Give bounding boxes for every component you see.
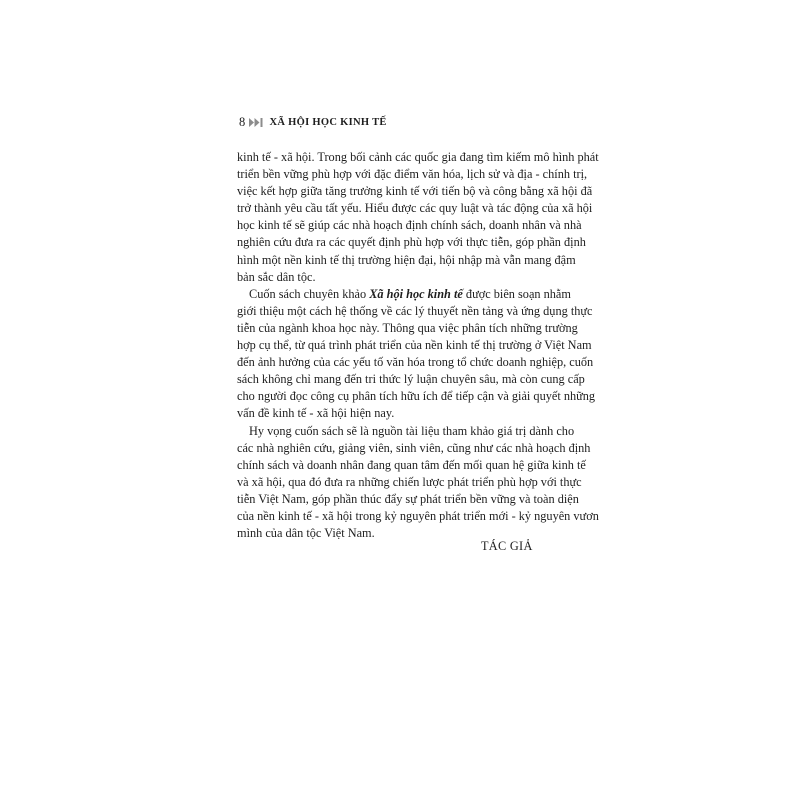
text-line: bản sắc dân tộc. — [237, 269, 316, 284]
text-line: tiễn của ngành khoa học này. Thông qua việc phân tích những trường — [237, 320, 578, 335]
text-line: của nền kinh tế - xã hội trong kỷ nguyên phát triển mới - kỷ nguyên vươn — [237, 508, 599, 523]
book-title-emphasis: Xã hội học kinh tế — [369, 286, 463, 301]
double-triangle-bar-icon — [249, 118, 263, 127]
body-text — [237, 149, 599, 542]
page-number: 8 — [239, 114, 246, 129]
text-line: hợp cụ thể, từ quá trình phát triển của nền kinh tế thị trường ở Việt Nam — [237, 338, 592, 353]
text-line: Hy vọng cuốn sách sẽ là nguồn tài liệu tham khảo giá trị dành cho — [249, 423, 575, 438]
text-line: tiễn Việt Nam, góp phần thúc đẩy sự phát triển bền vững và toàn diện — [237, 491, 579, 506]
text-run: Cuốn sách chuyên khảo — [249, 286, 370, 301]
author-signature: TÁC GIẢ — [481, 539, 533, 553]
text-run: được biên soạn nhằm — [462, 286, 571, 301]
text-line: vấn đề kinh tế - xã hội hiện nay. — [237, 406, 395, 421]
text-line: triển bền vững phù hợp với đặc điểm văn hóa, lịch sử và địa - chính trị, — [237, 167, 588, 182]
text-line: cho người đọc công cụ phân tích hữu ích để tiếp cận và giải quyết những — [237, 389, 596, 404]
running-header — [239, 114, 387, 130]
text-line: việc kết hợp giữa tăng trưởng kinh tế với tiến bộ và công bằng xã hội đã — [237, 184, 593, 199]
text-line: nghiên cứu đưa ra các quyết định phù hợp với thực tiễn, góp phần định — [237, 235, 586, 250]
text-line: kinh tế - xã hội. Trong bối cảnh các quốc gia đang tìm kiếm mô hình phát — [237, 150, 599, 164]
book-title-header: XÃ HỘI HỌC KINH TẾ — [269, 116, 387, 128]
text-line: học kinh tế sẽ giúp các nhà hoạch định chính sách, doanh nhân và nhà — [237, 218, 582, 233]
text-line: đến ảnh hưởng của các yếu tố văn hóa trong tổ chức doanh nghiệp, cuốn — [237, 355, 594, 370]
text-line: và xã hội, qua đó đưa ra những chiến lược phát triển phù hợp với thực — [237, 474, 582, 489]
text-line: giới thiệu một cách hệ thống về các lý thuyết nền tảng và ứng dụng thực — [237, 303, 593, 318]
text-line: sách không chỉ mang đến tri thức lý luận chuyên sâu, mà còn cung cấp — [237, 372, 585, 387]
text-line: mình của dân tộc Việt Nam. — [237, 526, 375, 541]
paragraph-first-line — [237, 286, 571, 303]
text-line: trở thành yêu cầu tất yếu. Hiểu được các quy luật và tác động của xã hội — [237, 201, 593, 216]
text-line: các nhà nghiên cứu, giảng viên, sinh viên, cũng như các nhà hoạch định — [237, 440, 591, 455]
text-line: hình một nền kinh tế thị trường hiện đại, hội nhập mà vẫn mang đậm — [237, 252, 576, 267]
text-line: chính sách và doanh nhân đang quan tâm đến mối quan hệ giữa kinh tế — [237, 457, 586, 472]
